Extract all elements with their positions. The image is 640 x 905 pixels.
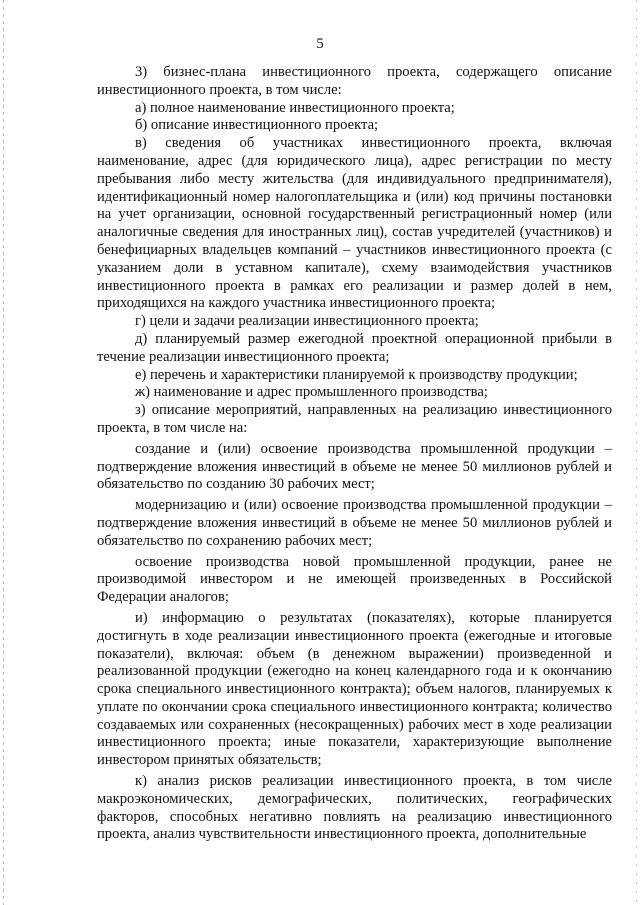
paragraph-item-3: 3) бизнес-плана инвестиционного проекта, содержащего описание инвестиционного проекта, в том числе: [97, 64, 612, 98]
paragraph-item-zh: ж) наименование и адрес промышленного производства; [135, 384, 488, 401]
paragraph-item-a: а) полное наименование инвестиционного проекта; [135, 99, 455, 116]
scan-edge-left [3, 0, 4, 905]
page-number: 5 [316, 36, 324, 52]
paragraph-item-e: е) перечень и характеристики планируемой к производству продукции; [135, 366, 578, 383]
paragraph-item-g: г) цели и задачи реализации инвестиционного проекта; [135, 313, 479, 330]
paragraph-item-v: в) сведения об участниках инвестиционного проекта, включая наименование, адрес (для юридического лица), адрес регистрации по месту пребывания либо месту жительства (для индивидуального предпринимателя), идентификационный номер налогоплательщика и (или) код причины постановки на учет организации, основной государственный регистрационный номер (или аналогичные сведения для иностранных лиц), состав учредителей (участников) и бенефициарных владельцев компаний – участников инвестиционного проекта (с указанием доли в уставном капитале), схему взаимодействия участников инвестиционного проекта в рамках его реализации и размер долей в нем, приходящихся на каждого участника инвестиционного проекта; [97, 135, 612, 312]
paragraph-item-z: з) описание мероприятий, направленных на реализацию инвестиционного проекта, в том числе на: [97, 402, 612, 436]
paragraph-modernization: модернизацию и (или) освоение производства промышленной продукции – подтверждение вложения инвестиций в объеме не менее 50 миллионов рублей и обязательство по сохранению рабочих мест; [97, 497, 612, 549]
scan-edge-right [636, 0, 637, 905]
paragraph-item-b: б) описание инвестиционного проекта; [135, 117, 379, 134]
paragraph-new-production: освоение производства новой промышленной продукции, ранее не производимой инвестором и не имеющей произведенных в Российской Федерации аналогов; [97, 553, 612, 606]
paragraph-creation: создание и (или) освоение производства промышленной продукции – подтверждение вложения инвестиций в объеме не менее 50 миллионов рублей и обязательство по созданию 30 рабочих мест; [97, 440, 612, 493]
document-body [97, 64, 612, 844]
paragraph-item-k: к) анализ рисков реализации инвестиционного проекта, в том числе макроэкономических, демографических, политических, географических факторов, способных негативно повлиять на реализацию инвестиционного проекта, анализ чувствительности инвестиционного проекта, дополнительные [97, 773, 612, 843]
paragraph-item-d: д) планируемый размер ежегодной проектной операционной прибыли в течение реализации инвестиционного проекта; [97, 330, 612, 365]
paragraph-item-i: и) информацию о результатах (показателях), которые планируется достигнуть в ходе реализации инвестиционного проекта (ежегодные и итоговые показатели), включая: объем (в денежном выражении) произведенной и реализованной продукции (ежегодно на конец календарного года и к окончанию срока специального инвестиционного контракта); объем налогов, планируемых к уплате по окончании срока специального инвестиционного контракта; количество создаваемых или сохраненных (несокращенных) рабочих мест в ходе реализации инвестиционного проекта; иные показатели, характеризующие выполнение инвестором принятых обязательств; [97, 609, 612, 769]
